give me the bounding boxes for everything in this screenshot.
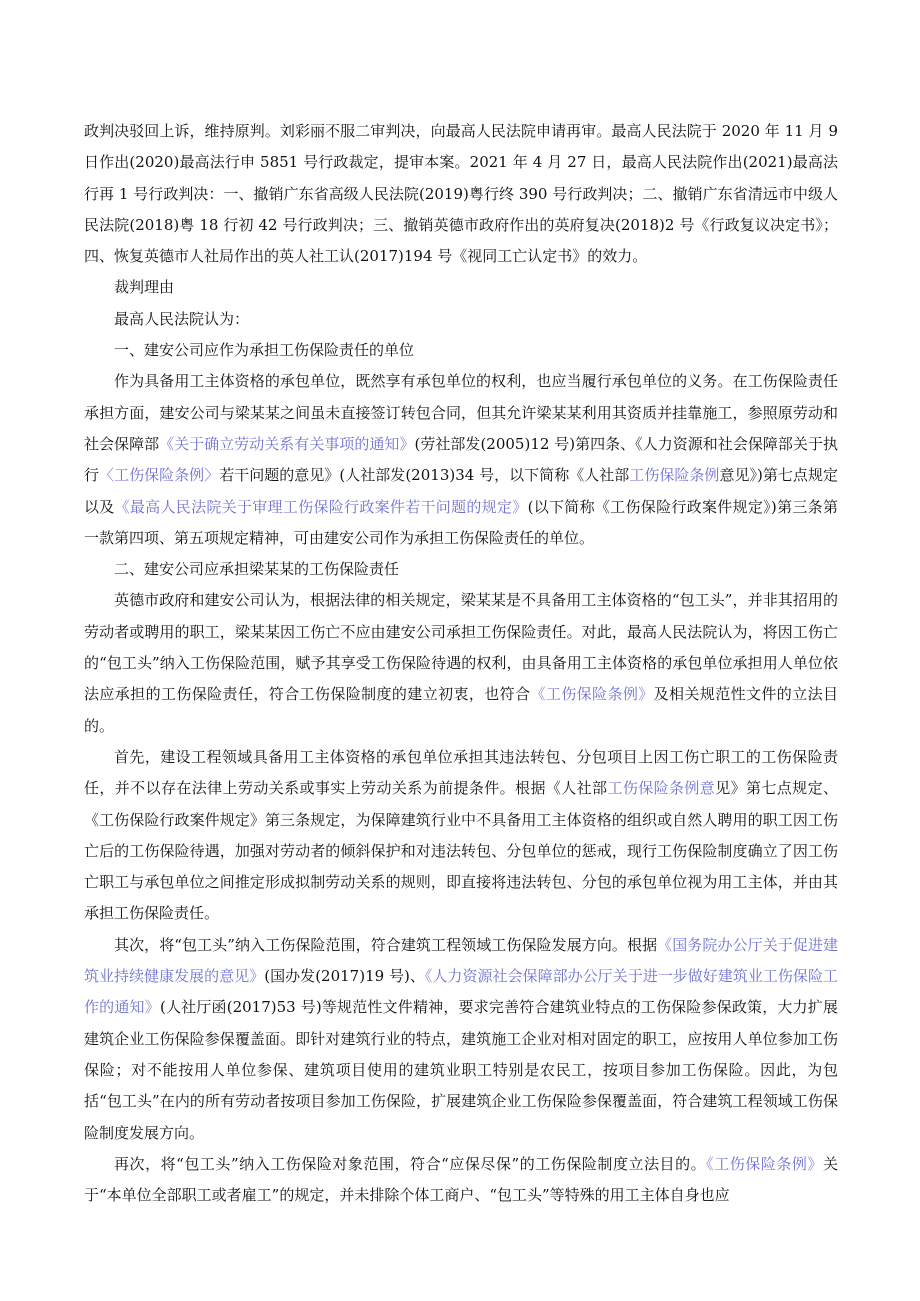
law-link-mohrss-notice[interactable]: 《人力资源社会保障部办公厅关于进一步做好建筑业工伤保险工作的通知》 — [84, 967, 838, 1017]
paragraph-first — [84, 742, 838, 930]
section-1-title: 一、建安公司应作为承担工伤保险责任的单位 — [114, 341, 415, 360]
text-run: 作为具备用工主体资格的承包单位，既然享有承包单位的权利，也应当履行承包单位的义务。在工伤保险责任承担方面，建安公司与梁某某之间虽未直接签订转包合同，但其允许梁某某利用其资质并挂靠施工，参照原劳动和社会保障部 — [84, 372, 838, 453]
section-2-title: 二、建安公司应承担梁某某的工伤保险责任 — [114, 560, 400, 579]
text-run: (人社厅函(2017)53 号)等规范性文件精神，要求完善符合建筑业特点的工伤保险参保政策，大力扩展建筑企业工伤保险参保覆盖面。即针对建筑行业的特点，建筑施工企业对相对固定的职工，应按用人单位参加工伤保险；对不能按用人单位参保、建筑项目使用的建筑业职工特别是农民工，按项目参加工伤保险。因此，为包括“包工头”在内的所有劳动者按项目参加工伤保险，扩展建筑企业工伤保险参保覆盖面，符合建筑工程领域工伤保险制度发展方向。 — [84, 998, 838, 1142]
text-run: 再次，将“包工头”纳入工伤保险对象范围，符合“应保尽保”的工伤保险制度立法目的。 — [114, 1154, 707, 1173]
document-page — [84, 116, 838, 1211]
paragraph-section-2-intro — [84, 585, 838, 741]
text-run: (劳社部发(2005)12 号)第四条、《人力资源和社会保障部关于执行 — [84, 434, 838, 485]
paragraph-section-1 — [84, 366, 838, 554]
law-link-state-council-opinion[interactable]: 《国务院办公厅关于促进建筑业持续健康发展的意见》 — [84, 935, 838, 986]
text-run: 其次，将“包工头”纳入工伤保险范围，符合建筑工程领域工伤保险发展方向。根据 — [114, 935, 658, 954]
law-link-work-injury-regulation[interactable]: 《工伤保险条例》 — [706, 1154, 823, 1173]
paragraph-third — [84, 1149, 838, 1212]
law-link-supreme-court-provisions[interactable]: 《最高人民法院关于审理工伤保险行政案件若干问题的规定》 — [114, 497, 528, 516]
text-run: 见》第七点规定、《工伤保险行政案件规定》第三条规定，为保障建筑行业中不具备用工主体资格的组织或自然人聘用的职工因工伤亡后的工伤保险待遇，加强对劳动者的倾斜保护和对违法转包、分包单位的惩戒，现行工伤保险制度确立了因工伤亡职工与承包单位之间推定形成拟制劳动关系的规则，即直接将违法转包、分包的承包单位视为用工主体，并由其承担工伤保险责任。 — [84, 779, 838, 923]
section-heading-reasoning: 裁判理由 — [114, 278, 175, 297]
text-run: 若干问题的意见》(人社部发(2013)34 号，以下简称《人社部 — [219, 466, 630, 485]
text-run: 首先，建设工程领域具备用工主体资格的承包单位承担其违法转包、分包项目上因工伤亡职工的工伤保险责任，并不以存在法律上劳动关系或事实上劳动关系为前提条件。根据《人社部 — [84, 747, 838, 798]
text-run: 及相关规范性文件的立法目的。 — [84, 685, 838, 735]
law-link-work-injury-regulation-short[interactable]: 工伤保险条例 — [629, 466, 720, 485]
text-run: 关于“本单位全部职工或者雇工”的规定，并未排除个体工商户、“包工头”等特殊的用工主体自身也应 — [84, 1154, 838, 1205]
law-link-work-injury-regulation[interactable]: 《工伤保险条例》 — [530, 685, 654, 704]
text-run: 英德市政府和建安公司认为，根据法律的相关规定，梁某某是不具备用工主体资格的“包工头”，并非其招用的劳动者或聘用的职工，梁某某因工伤亡不应由建安公司承担工伤保险责任。对此，最高人民法院认为，将因工伤亡的“包工头”纳入工伤保险范围，赋予其享受工伤保险待遇的权利，由具备用工主体资格的承包单位承担用人单位依法应承担的工伤保险责任，符合工伤保险制度的建立初衷，也符合 — [84, 591, 838, 704]
law-link-mohrss-opinion[interactable]: 工伤保险条例意 — [607, 779, 716, 798]
text-run: (以下简称《工伤保险行政案件规定》)第三条第一款第四项、第五项规定精神，可由建安公司作为承担工伤保险责任的单位。 — [84, 497, 838, 547]
text-run: (国办发(2017)19 号)、 — [264, 967, 425, 986]
law-link-labor-relations-notice[interactable]: 《关于确立劳动关系有关事项的通知》 — [159, 434, 415, 453]
paragraph-second — [84, 930, 838, 1149]
case-history-text: 政判决驳回上诉，维持原判。刘彩丽不服二审判决，向最高人民法院申请再审。最高人民法院于 2020 年 11 月 9 日作出(2020)最高法行申 5851 号行政裁定，提审本案。2021 年 4 月 27 日，最高人民法院作出(2021)最高法行再 1 号行政判决：一、撤销广东省高级人民法院(2019)粤行终 390 号行政判决；二、撤销广东省清远市中级人民法院(2018)粤 18 行初 42 号行政判决；三、撤销英德市政府作出的英府复决(2018)2 号《行政复议决定书》；四、恢复英德市人社局作出的英人社工认(2017)194 号《视同工亡认定书》的效力。 — [84, 122, 838, 266]
court-opinion-intro: 最高人民法院认为： — [114, 309, 250, 328]
text-run: 意见》)第七点规定以及 — [84, 466, 838, 516]
paragraph-case-history — [84, 116, 838, 272]
law-link-work-injury-regulation[interactable]: 〈工伤保险条例〉 — [99, 466, 220, 485]
